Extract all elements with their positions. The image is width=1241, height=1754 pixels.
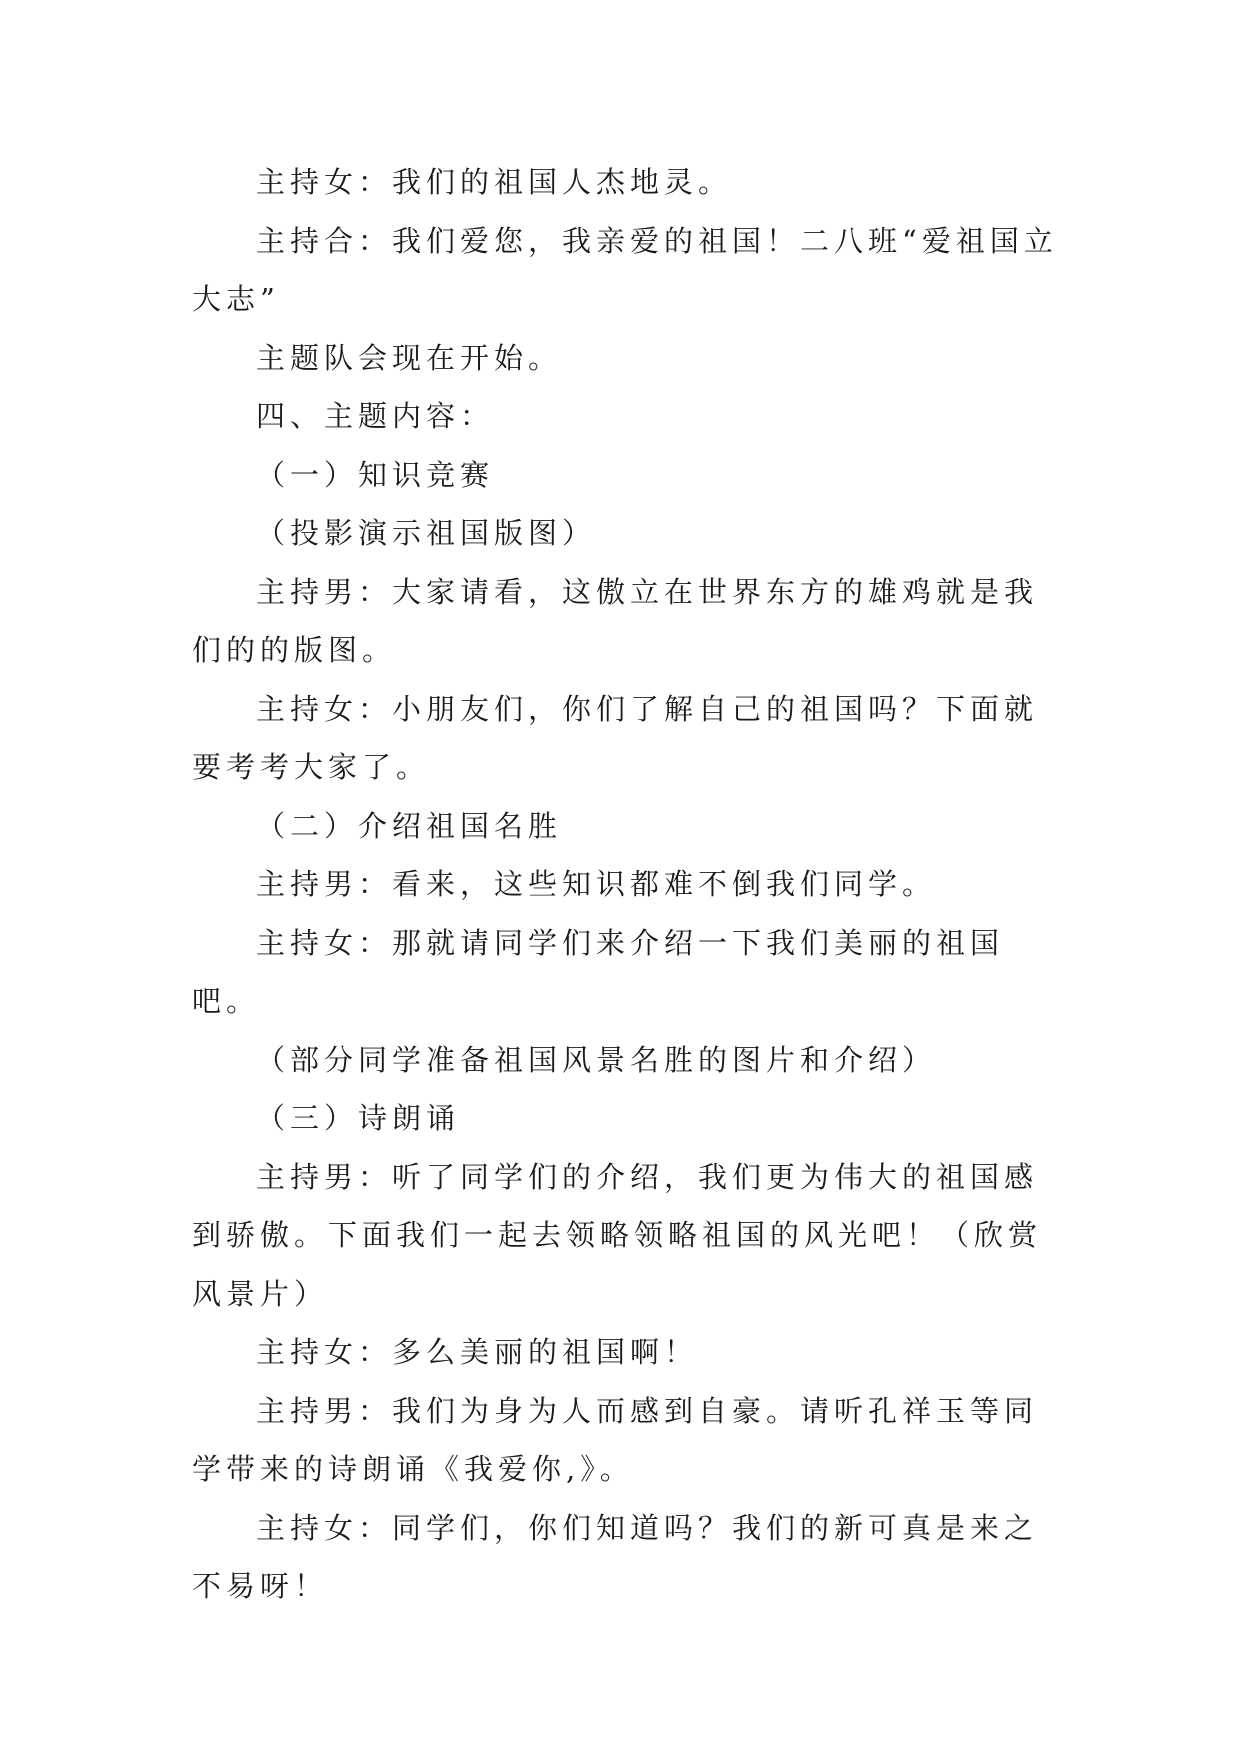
paragraph: 主持女：我们的祖国人杰地灵。	[256, 165, 733, 199]
paragraph: 主持女：同学们，你们知道吗？我们的新可真是来之不易呀！	[192, 1510, 1039, 1603]
paragraph: 主持男：看来，这些知识都难不倒我们同学。	[256, 867, 937, 901]
paragraph: 主持男：我们为身为人而感到自豪。请听孔祥玉等同学带来的诗朗诵《我爱你,》。	[192, 1393, 1039, 1486]
paragraph: 主持合：我们爱您，我亲爱的祖国！二八班“爱祖国立大志”	[192, 223, 1058, 316]
section-heading: 四、主题内容：	[256, 399, 495, 433]
paragraph: 主持男：大家请看，这傲立在世界东方的雄鸡就是我们的的版图。	[192, 574, 1039, 667]
paragraph: 主持女：多么美丽的祖国啊！	[256, 1335, 699, 1369]
paragraph: 主持女：小朋友们，你们了解自己的祖国吗？下面就要考考大家了。	[192, 691, 1039, 784]
subsection-heading: （三）诗朗诵	[256, 1101, 461, 1135]
stage-direction: （部分同学准备祖国风景名胜的图片和介绍）	[256, 1042, 937, 1077]
subsection-heading: （二）介绍祖国名胜	[256, 808, 563, 843]
subsection-heading: （一）知识竞赛	[256, 457, 495, 492]
paragraph: 主题队会现在开始。	[256, 340, 563, 375]
stage-direction: （投影演示祖国版图）	[256, 516, 597, 550]
paragraph: 主持男：听了同学们的介绍，我们更为伟大的祖国感到骄傲。下面我们一起去领略领略祖国的风光吧！（欣赏风景片）	[192, 1159, 1043, 1311]
paragraph: 主持女：那就请同学们来介绍一下我们美丽的祖国吧。	[192, 925, 1005, 1018]
document-body	[192, 153, 1070, 1616]
